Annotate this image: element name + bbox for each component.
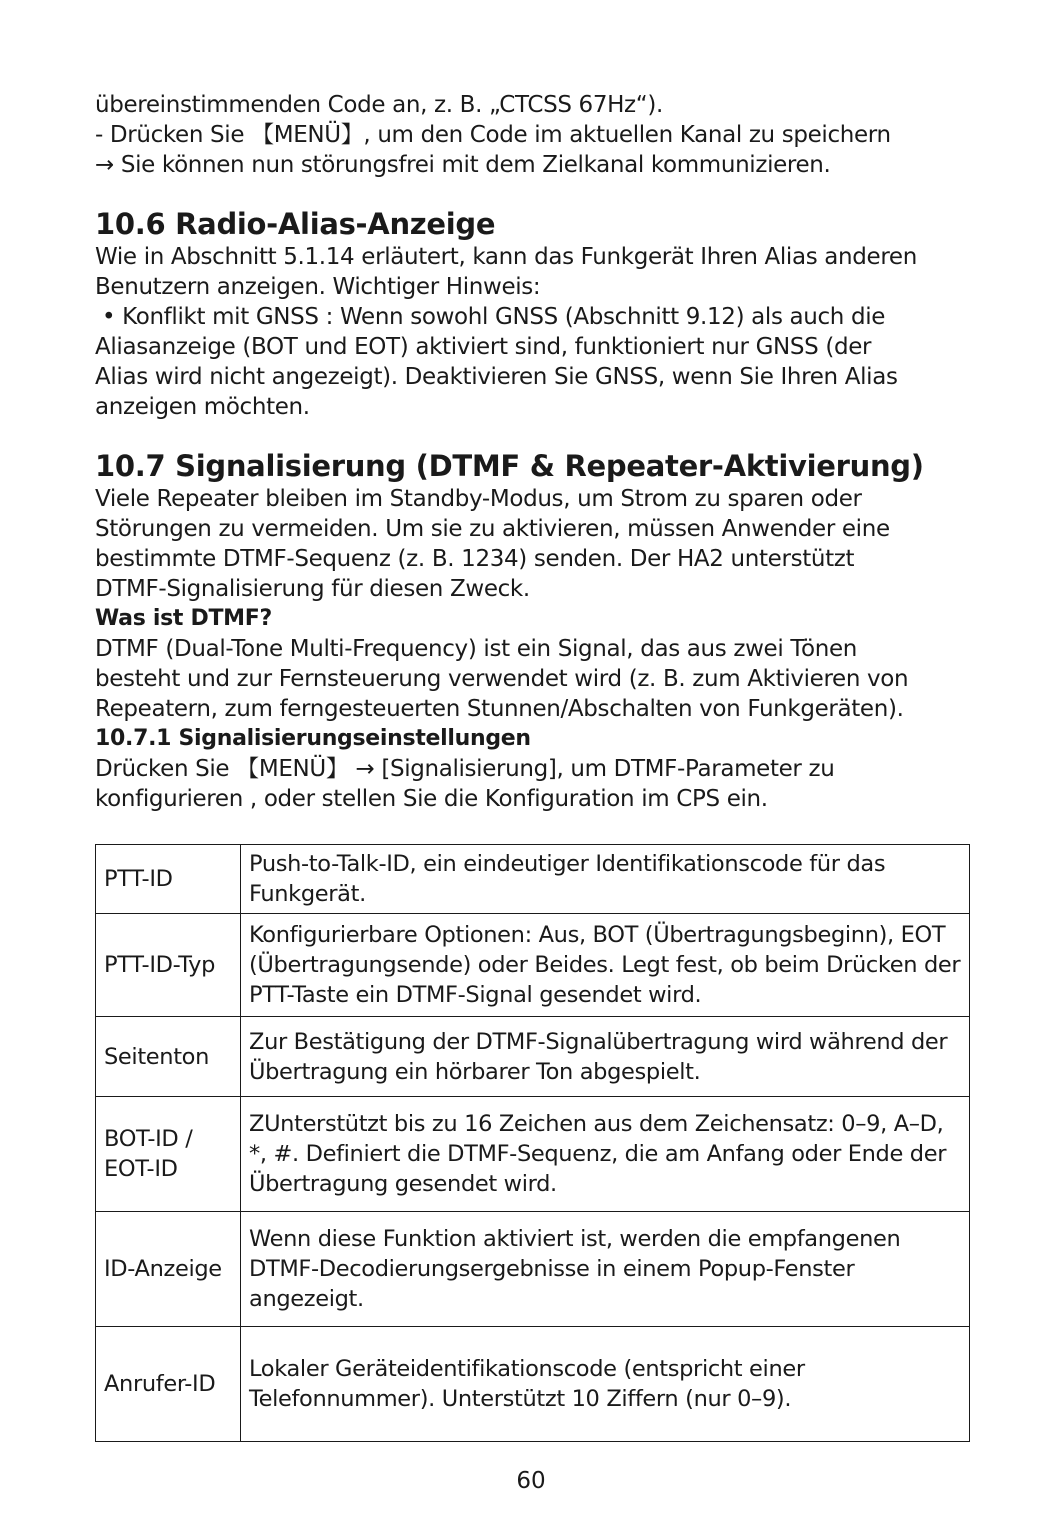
paragraph-line: anzeigen möchten. (95, 394, 310, 420)
document-page (95, 90, 970, 1442)
paragraph-line: DTMF-Signalisierung für diesen Zweck. (95, 576, 530, 602)
table-key-cell: Anrufer-ID (96, 1327, 241, 1442)
settings-instructions (95, 754, 970, 814)
table-row (96, 1097, 970, 1212)
table-value-cell: Konfigurierbare Optionen: Aus, BOT (Übertragungsbeginn), EOT (Übertragungsende) oder Beides. Legt fest, ob beim Drücken der PTT-Taste ein DTMF-Signal gesendet wird. (241, 914, 970, 1017)
table-row (96, 1212, 970, 1327)
subheading-what-is-dtmf: Was ist DTMF? (95, 606, 272, 631)
section-10-7-body (95, 484, 970, 604)
section-heading-10-7: 10.7 Signalisierung (DTMF & Repeater-Aktivierung) (95, 449, 924, 483)
signalling-settings-table (95, 844, 970, 1442)
table-key-cell: PTT-ID (96, 845, 241, 914)
intro-line: → Sie können nun störungsfrei mit dem Zielkanal kommunizieren. (95, 152, 831, 178)
dtmf-explanation (95, 634, 970, 724)
table-value-cell: ZUnterstützt bis zu 16 Zeichen aus dem Zeichensatz: 0–9, A–D, *, #. Definiert die DTMF-Sequenz, die am Anfang oder Ende der Übertragung gesendet wird. (241, 1097, 970, 1212)
table-key-cell: PTT-ID-Typ (96, 914, 241, 1017)
table-row (96, 914, 970, 1017)
paragraph-line: DTMF (Dual-Tone Multi-Frequency) ist ein Signal, das aus zwei Tönen (95, 636, 858, 662)
paragraph-line: konfigurieren , oder stellen Sie die Konfiguration im CPS ein. (95, 786, 768, 812)
intro-line: - Drücken Sie 【MENÜ】, um den Code im aktuellen Kanal zu speichern (95, 122, 891, 148)
table-value-cell: Lokaler Geräteidentifikationscode (entspricht einer Telefonnummer). Unterstützt 10 Ziffern (nur 0–9). (241, 1327, 970, 1442)
table-key-cell: ID-Anzeige (96, 1212, 241, 1327)
paragraph-line: bestimmte DTMF-Sequenz (z. B. 1234) senden. Der HA2 unterstützt (95, 546, 855, 572)
paragraph-line: Störungen zu vermeiden. Um sie zu aktivieren, müssen Anwender eine (95, 516, 890, 542)
table-key-cell: Seitenton (96, 1017, 241, 1097)
section-heading-10-6: 10.6 Radio-Alias-Anzeige (95, 207, 496, 241)
subheading-signal-settings: 10.7.1 Signalisierungseinstellungen (95, 726, 531, 751)
table-key-cell: BOT-ID / EOT-ID (96, 1097, 241, 1212)
paragraph-line: besteht und zur Fernsteuerung verwendet wird (z. B. zum Aktivieren von (95, 666, 909, 692)
intro-paragraph (95, 90, 970, 180)
table-row (96, 845, 970, 914)
paragraph-line: Alias wird nicht angezeigt). Deaktivieren Sie GNSS, wenn Sie Ihren Alias (95, 364, 898, 390)
paragraph-line: Wie in Abschnitt 5.1.14 erläutert, kann das Funkgerät Ihren Alias anderen (95, 244, 917, 270)
paragraph-line: Benutzern anzeigen. Wichtiger Hinweis: (95, 274, 541, 300)
table-value-cell: Wenn diese Funktion aktiviert ist, werden die empfangenen DTMF-Decodierungsergebnisse in einem Popup-Fenster angezeigt. (241, 1212, 970, 1327)
table-value-cell: Push-to-Talk-ID, ein eindeutiger Identifikationscode für das Funkgerät. (241, 845, 970, 914)
paragraph-line: Viele Repeater bleiben im Standby-Modus, um Strom zu sparen oder (95, 486, 862, 512)
table-row (96, 1327, 970, 1442)
paragraph-line: Drücken Sie 【MENÜ】 → [Signalisierung], um DTMF-Parameter zu (95, 756, 835, 782)
bullet-line: • Konflikt mit GNSS : Wenn sowohl GNSS (Abschnitt 9.12) als auch die (95, 304, 886, 330)
paragraph-line: Aliasanzeige (BOT und EOT) aktiviert sind, funktioniert nur GNSS (der (95, 334, 872, 360)
intro-line: übereinstimmenden Code an, z. B. „CTCSS 67Hz“). (95, 92, 663, 118)
page-number: 60 (516, 1468, 546, 1494)
paragraph-line: Repeatern, zum ferngesteuerten Stunnen/Abschalten von Funkgeräten). (95, 696, 904, 722)
table-row (96, 1017, 970, 1097)
section-10-6-body (95, 242, 970, 422)
table-value-cell: Zur Bestätigung der DTMF-Signalübertragung wird während der Übertragung ein hörbarer Ton abgespielt. (241, 1017, 970, 1097)
